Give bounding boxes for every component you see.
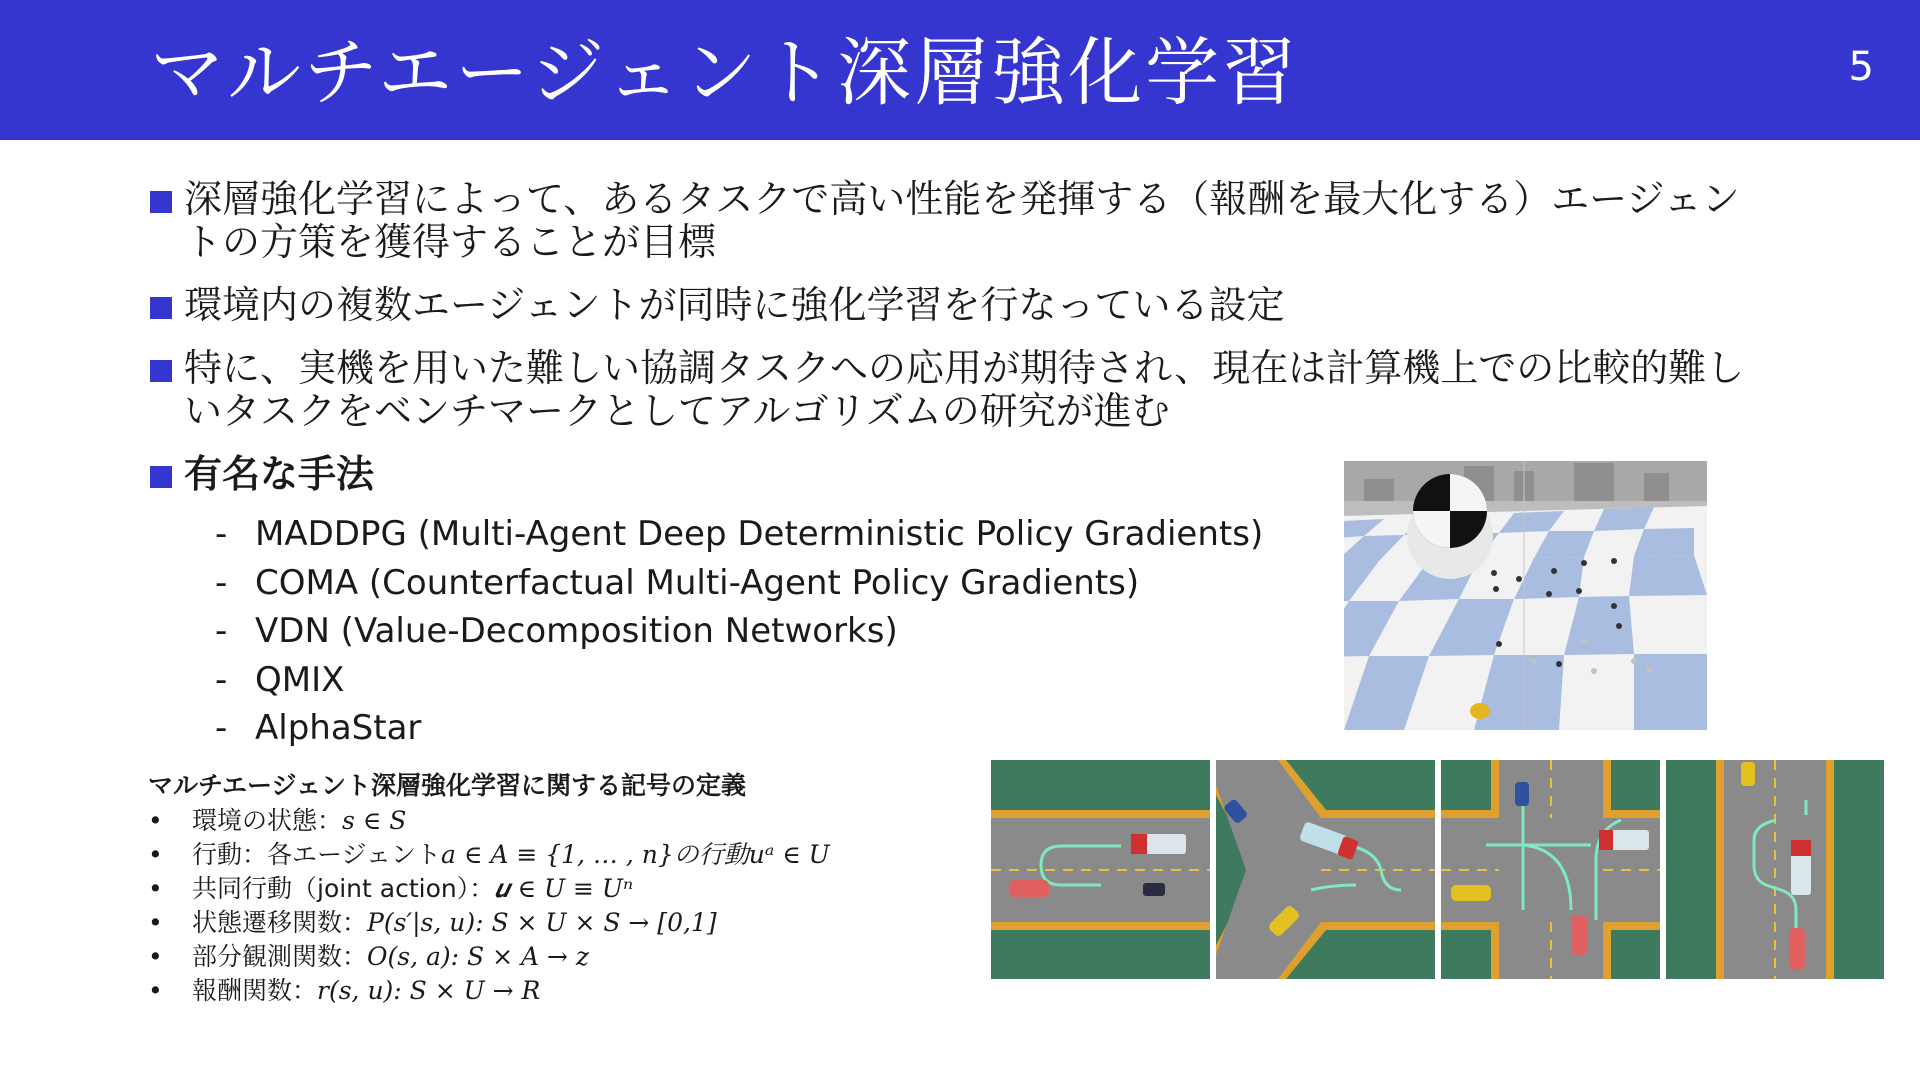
- method-item: [215, 510, 1263, 559]
- bullet-square-icon: [150, 360, 172, 382]
- method-text: VDN (Value-Decomposition Networks): [255, 611, 898, 651]
- traffic-panel-1: [991, 760, 1210, 979]
- method-item: [215, 656, 1263, 705]
- definition-math: r(s, u): S × U → R: [317, 976, 541, 1005]
- definitions-title: マルチエージェント深層強化学習に関する記号の定義: [148, 771, 747, 800]
- definition-item: [148, 804, 888, 838]
- method-item: [215, 607, 1263, 656]
- bullet-text: 深層強化学習によって、あるタスクで高い性能を発揮する（報酬を最大化する）エージェントの方策を獲得することが目標: [184, 177, 1740, 264]
- bullet-square-icon: [150, 466, 172, 488]
- traffic-panel-3: [1441, 760, 1660, 979]
- bullet-dot-icon: •: [148, 840, 163, 869]
- bullet-dot-icon: •: [148, 942, 163, 971]
- bullet-dot-icon: •: [148, 908, 163, 937]
- bullet-dot-icon: •: [148, 976, 163, 1005]
- definition-item: [148, 872, 888, 906]
- definition-math: O(s, a): S × A → z: [367, 942, 590, 971]
- dash: -: [215, 514, 228, 554]
- bullet-square-icon: [150, 191, 172, 213]
- method-item: [215, 704, 1263, 753]
- traffic-scenario-images: [991, 760, 1884, 979]
- definition-label: 環境の状態：: [192, 806, 343, 835]
- dash: -: [215, 708, 228, 748]
- page-number: 5: [1848, 44, 1874, 90]
- dash: -: [215, 562, 228, 603]
- method-text: COMA (Counterfactual Multi-Agent Policy Gradients): [255, 562, 1140, 603]
- bullet-dot-icon: •: [148, 874, 163, 903]
- bullet-dot-icon: •: [148, 806, 163, 835]
- definition-item: [148, 838, 888, 872]
- dash: -: [215, 659, 228, 700]
- bullet-item: [150, 347, 1750, 433]
- bullet-text: 有名な手法: [184, 452, 375, 496]
- method-text: MADDPG (Multi-Agent Deep Deterministic Policy Gradients): [255, 514, 1264, 554]
- notation-definitions: [148, 766, 888, 1008]
- method-text: QMIX: [255, 659, 345, 700]
- method-item: [215, 559, 1263, 608]
- drone-simulation-image: [1344, 461, 1707, 730]
- bullet-text: 環境内の複数エージェントが同時に強化学習を行なっている設定: [184, 283, 1285, 327]
- definition-label: 報酬関数：: [192, 976, 318, 1005]
- bullet-text: 特に、実機を用いた難しい協調タスクへの応用が期待され、現在は計算機上での比較的難しいタスクをベンチマークとしてアルゴリズムの研究が進む: [184, 346, 1745, 433]
- definition-label: 部分観測関数：: [192, 942, 368, 971]
- definition-item: [148, 940, 888, 974]
- definition-label: 状態遷移関数：: [192, 908, 368, 937]
- definition-math: a ∈ A ≡ {1, … , n}の行動uᵃ ∈ U: [441, 840, 830, 869]
- dash: -: [215, 611, 228, 651]
- title-bar: [0, 0, 1920, 140]
- definition-item: [148, 906, 888, 940]
- definition-item: [148, 974, 888, 1008]
- method-text: AlphaStar: [255, 708, 422, 748]
- definition-math: s ∈ S: [342, 806, 407, 835]
- definition-label: 行動：各エージェント: [192, 840, 442, 869]
- traffic-panel-4: [1666, 760, 1885, 979]
- definition-math: 𝒖 ∈ U ≡ Uⁿ: [494, 874, 634, 903]
- method-list: [215, 510, 1263, 753]
- bullet-item: [150, 284, 1750, 327]
- traffic-panel-2: [1216, 760, 1435, 979]
- definition-math: P(s′|s, u): S × U × S → [0,1]: [367, 908, 717, 937]
- bullet-square-icon: [150, 297, 172, 319]
- bullet-item: [150, 178, 1750, 264]
- slide-title: マルチエージェント深層強化学習: [150, 30, 1300, 116]
- definition-label: 共同行動（joint action）：: [192, 874, 495, 903]
